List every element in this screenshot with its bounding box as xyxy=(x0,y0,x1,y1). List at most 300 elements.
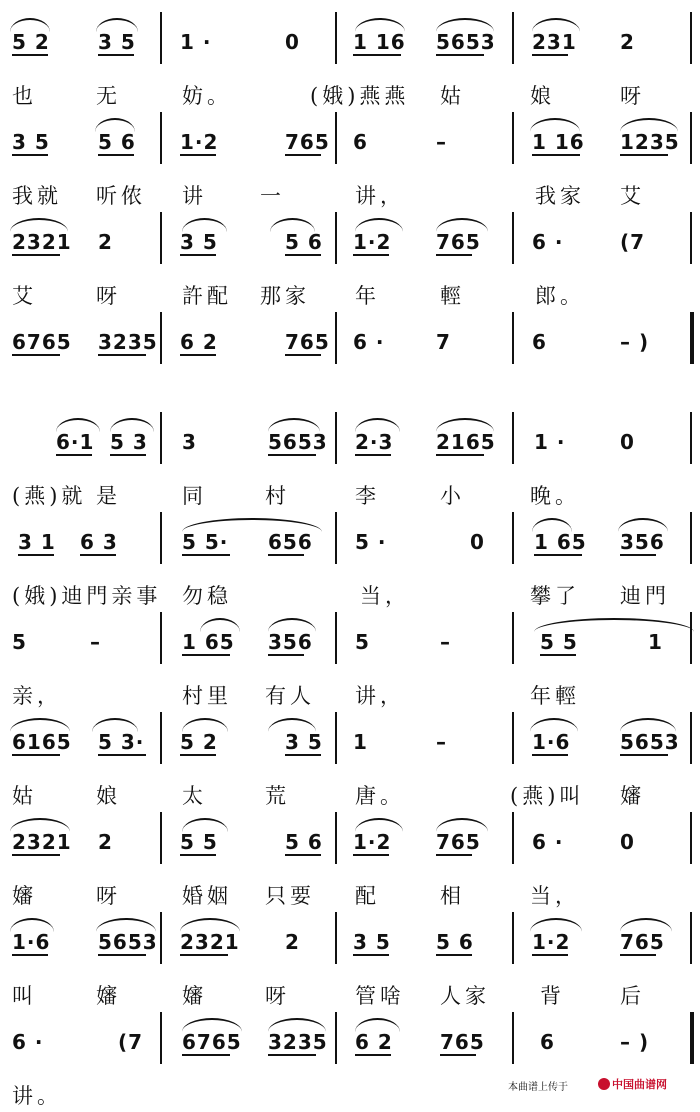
barline xyxy=(160,712,162,764)
slur-arc xyxy=(532,518,572,532)
beam-underline xyxy=(180,854,216,856)
note-group: 3 5 xyxy=(12,130,50,154)
slur-arc xyxy=(268,418,320,432)
note-group: 3235 xyxy=(268,1030,328,1054)
slur-arc xyxy=(10,818,70,832)
slur-arc xyxy=(355,18,405,32)
slur-arc xyxy=(182,818,228,832)
slur-arc xyxy=(436,418,494,432)
note-group: 6·1 xyxy=(56,430,95,454)
beam-underline xyxy=(18,554,54,556)
slur-arc xyxy=(10,18,50,32)
barline xyxy=(160,12,162,64)
barline xyxy=(512,512,514,564)
beam-underline xyxy=(80,554,116,556)
barline xyxy=(335,12,337,64)
lyric: 妨。 xyxy=(182,84,232,108)
note-group: 5 6 xyxy=(98,130,136,154)
note-group: 5653 xyxy=(436,30,496,54)
note-group: 1235 xyxy=(620,130,680,154)
score-line xyxy=(0,812,700,912)
lyric: 管啥 xyxy=(355,984,405,1008)
note-group: 2·3 xyxy=(355,430,394,454)
note-group: – xyxy=(436,730,447,754)
lyric: 李 xyxy=(355,484,380,508)
beam-underline xyxy=(532,154,580,156)
note-group: (7 xyxy=(620,230,646,254)
beam-underline xyxy=(98,154,134,156)
note-group: 5 · xyxy=(355,530,387,554)
note-group: 6165 xyxy=(12,730,72,754)
beam-underline xyxy=(285,754,321,756)
slur-arc xyxy=(620,918,672,932)
lyric: 嬸 xyxy=(12,884,37,908)
score-line xyxy=(0,712,700,812)
barline xyxy=(512,112,514,164)
lyric: 讲， xyxy=(355,184,405,208)
lyric: 相 xyxy=(440,884,465,908)
slur-arc xyxy=(96,918,156,932)
lyric: 婚姻 xyxy=(182,884,232,908)
lyric: 呀 xyxy=(265,984,290,1008)
lyric: 我家 xyxy=(535,184,585,208)
beam-underline xyxy=(353,54,401,56)
slur-arc xyxy=(534,618,694,632)
barline xyxy=(160,312,162,364)
slur-arc xyxy=(620,118,678,132)
lyric: 姑 xyxy=(12,784,37,808)
lyric: 我就 xyxy=(12,184,62,208)
lyric: (燕)就 xyxy=(12,484,87,508)
beam-underline xyxy=(182,554,230,556)
lyric: 同 xyxy=(182,484,207,508)
barline xyxy=(690,812,692,864)
slur-arc xyxy=(268,1018,326,1032)
note-group: 765 xyxy=(436,830,481,854)
beam-underline xyxy=(98,54,134,56)
note-group: – ) xyxy=(620,330,650,354)
upload-note: 本曲谱上传于 xyxy=(508,1082,568,1093)
slur-arc xyxy=(110,418,154,432)
note-group: 1·2 xyxy=(180,130,219,154)
barline xyxy=(512,412,514,464)
barline xyxy=(512,212,514,264)
note-group: 656 xyxy=(268,530,313,554)
barline xyxy=(512,712,514,764)
lyric: 姑 xyxy=(440,84,465,108)
barline xyxy=(160,812,162,864)
barline xyxy=(690,312,694,364)
beam-underline xyxy=(440,1054,476,1056)
note-group: 5 6 xyxy=(285,230,323,254)
barline xyxy=(335,412,337,464)
slur-arc xyxy=(182,1018,242,1032)
score-line xyxy=(0,512,700,612)
note-group: 5 3· xyxy=(98,730,145,754)
note-group: 5 5· xyxy=(182,530,229,554)
note-group: 1 65 xyxy=(182,630,235,654)
note-group: 6 · xyxy=(12,1030,44,1054)
slur-arc xyxy=(182,518,322,532)
note-group: 3 xyxy=(182,430,197,454)
beam-underline xyxy=(285,254,321,256)
slur-arc xyxy=(200,618,240,632)
note-group: 6 2 xyxy=(180,330,218,354)
note-group: 765 xyxy=(285,130,330,154)
lyric: 讲 xyxy=(182,184,207,208)
note-group: 2321 xyxy=(12,230,72,254)
lyric: 听侬 xyxy=(96,184,146,208)
note-group: 7 xyxy=(436,330,451,354)
note-group: 1·6 xyxy=(532,730,571,754)
note-group: 6 · xyxy=(532,230,564,254)
lyric: 郎。 xyxy=(535,284,585,308)
beam-underline xyxy=(180,754,216,756)
note-group: 1 xyxy=(353,730,368,754)
note-group: 1 16 xyxy=(353,30,406,54)
beam-underline xyxy=(180,354,216,356)
note-group: 2 xyxy=(285,930,300,954)
note-group: 765 xyxy=(440,1030,485,1054)
beam-underline xyxy=(436,854,472,856)
lyric: (娥)燕燕 xyxy=(310,84,410,108)
note-group: 5 6 xyxy=(285,830,323,854)
beam-underline xyxy=(268,454,316,456)
lyric: 讲。 xyxy=(12,1084,62,1108)
lyric: 艾 xyxy=(620,184,645,208)
beam-underline xyxy=(268,554,304,556)
lyric: 当， xyxy=(530,884,580,908)
beam-underline xyxy=(532,54,568,56)
lyric: 嬸 xyxy=(620,784,645,808)
slur-arc xyxy=(355,1018,400,1032)
lyric: 晚。 xyxy=(530,484,580,508)
barline xyxy=(512,912,514,964)
beam-underline xyxy=(98,354,146,356)
slur-arc xyxy=(268,718,316,732)
barline xyxy=(160,1012,162,1064)
lyric: 年輕 xyxy=(530,684,580,708)
lyric: 太 xyxy=(182,784,207,808)
barline xyxy=(335,112,337,164)
slur-arc xyxy=(618,518,668,532)
slur-arc xyxy=(355,218,403,232)
beam-underline xyxy=(110,454,146,456)
lyric: 只要 xyxy=(265,884,315,908)
beam-underline xyxy=(285,354,321,356)
slur-arc xyxy=(96,18,138,32)
lyric: 勿稳 xyxy=(182,584,232,608)
note-group: 6765 xyxy=(12,330,72,354)
lyric: 是 xyxy=(96,484,121,508)
note-group: 765 xyxy=(620,930,665,954)
lyric: 呀 xyxy=(96,884,121,908)
barline xyxy=(335,512,337,564)
beam-underline xyxy=(180,154,216,156)
lyric: 娘 xyxy=(96,784,121,808)
slur-arc xyxy=(355,818,403,832)
note-group: 356 xyxy=(620,530,665,554)
score-line xyxy=(0,12,700,112)
barline xyxy=(335,1012,337,1064)
beam-underline xyxy=(620,954,656,956)
beam-underline xyxy=(620,554,656,556)
slur-arc xyxy=(436,218,488,232)
note-group: 1·2 xyxy=(353,230,392,254)
lyric: (娥)迪門亲事 xyxy=(12,584,162,608)
beam-underline xyxy=(620,154,668,156)
slur-arc xyxy=(436,818,488,832)
score-line xyxy=(0,112,700,212)
barline xyxy=(512,612,514,664)
lyric: 迪門 xyxy=(620,584,670,608)
slur-arc xyxy=(95,118,135,132)
score-line xyxy=(0,912,700,1012)
barline xyxy=(690,212,692,264)
note-group: 5 5 xyxy=(540,630,578,654)
slur-arc xyxy=(92,718,138,732)
lyric: 那家 xyxy=(260,284,310,308)
barline xyxy=(335,812,337,864)
note-group: 5 3 xyxy=(110,430,148,454)
note-group: 0 xyxy=(620,430,635,454)
note-group: 765 xyxy=(285,330,330,354)
barline xyxy=(690,1012,694,1064)
slur-arc xyxy=(530,918,582,932)
note-group: 2165 xyxy=(436,430,496,454)
lyric: 人家 xyxy=(440,984,490,1008)
lyric: 当， xyxy=(360,584,410,608)
barline xyxy=(160,612,162,664)
barline xyxy=(335,612,337,664)
note-group: 6 2 xyxy=(355,1030,393,1054)
lyric: 一 xyxy=(260,184,285,208)
barline xyxy=(690,112,692,164)
score-line xyxy=(0,212,700,312)
beam-underline xyxy=(540,654,576,656)
beam-underline xyxy=(268,1054,316,1056)
beam-underline xyxy=(353,954,389,956)
note-group: 5 6 xyxy=(436,930,474,954)
beam-underline xyxy=(12,254,60,256)
lyric: 叫 xyxy=(12,984,37,1008)
note-group: – xyxy=(436,130,447,154)
note-group: 1·6 xyxy=(12,930,51,954)
slur-arc xyxy=(182,718,228,732)
note-group: 1·2 xyxy=(353,830,392,854)
note-group: 2321 xyxy=(12,830,72,854)
note-group: 5653 xyxy=(620,730,680,754)
note-group: 6765 xyxy=(182,1030,242,1054)
note-group: 6 · xyxy=(353,330,385,354)
note-group: 1 · xyxy=(534,430,566,454)
note-group: (7 xyxy=(118,1030,144,1054)
barline xyxy=(690,912,692,964)
lyric: 嬸 xyxy=(96,984,121,1008)
site-name: 中国曲谱网 xyxy=(612,1078,667,1091)
barline xyxy=(335,912,337,964)
barline xyxy=(160,912,162,964)
barline xyxy=(335,212,337,264)
lyric: 村里 xyxy=(182,684,232,708)
note-group: 231 xyxy=(532,30,577,54)
note-group: 0 xyxy=(470,530,485,554)
slur-arc xyxy=(56,418,100,432)
beam-underline xyxy=(534,554,582,556)
beam-underline xyxy=(436,54,484,56)
beam-underline xyxy=(180,954,228,956)
barline xyxy=(690,512,692,564)
note-group: 3 5 xyxy=(285,730,323,754)
note-group: 5653 xyxy=(268,430,328,454)
note-group: 356 xyxy=(268,630,313,654)
barline xyxy=(512,812,514,864)
barline xyxy=(690,712,692,764)
note-group: 3 5 xyxy=(98,30,136,54)
beam-underline xyxy=(56,454,92,456)
note-group: 1 xyxy=(648,630,663,654)
beam-underline xyxy=(182,654,230,656)
lyric: 呀 xyxy=(620,84,645,108)
note-group: 1 65 xyxy=(534,530,587,554)
note-group: 2321 xyxy=(180,930,240,954)
lyric: (燕)叫 xyxy=(510,784,585,808)
beam-underline xyxy=(532,754,568,756)
beam-underline xyxy=(12,754,60,756)
barline xyxy=(160,112,162,164)
note-group: 3235 xyxy=(98,330,158,354)
note-group: 6 xyxy=(532,330,547,354)
note-group: 2 xyxy=(98,230,113,254)
note-group: 5 xyxy=(355,630,370,654)
lyric: 娘 xyxy=(530,84,555,108)
beam-underline xyxy=(436,954,472,956)
slur-arc xyxy=(620,718,676,732)
lyric: 小 xyxy=(440,484,465,508)
slur-arc xyxy=(182,218,227,232)
beam-underline xyxy=(436,254,472,256)
barline xyxy=(690,12,692,64)
slur-arc xyxy=(530,718,578,732)
note-group: 6 3 xyxy=(80,530,118,554)
beam-underline xyxy=(285,854,321,856)
lyric: 唐。 xyxy=(355,784,405,808)
beam-underline xyxy=(12,954,48,956)
beam-underline xyxy=(12,54,48,56)
lyric: 亲， xyxy=(12,684,62,708)
slur-arc xyxy=(10,918,54,932)
note-group: – ) xyxy=(620,1030,650,1054)
lyric: 村 xyxy=(265,484,290,508)
lyric: 許配 xyxy=(182,284,232,308)
lyric: 有人 xyxy=(265,684,315,708)
slur-arc xyxy=(530,118,580,132)
lyric: 年 xyxy=(355,284,380,308)
beam-underline xyxy=(353,254,389,256)
beam-underline xyxy=(12,354,60,356)
slur-arc xyxy=(180,918,240,932)
barline xyxy=(512,12,514,64)
note-group: 1 · xyxy=(180,30,212,54)
beam-underline xyxy=(12,854,60,856)
note-group: 1 16 xyxy=(532,130,585,154)
beam-underline xyxy=(355,454,391,456)
note-group: 2 xyxy=(620,30,635,54)
beam-underline xyxy=(285,154,321,156)
note-group: 3 5 xyxy=(180,230,218,254)
note-group: 5 2 xyxy=(180,730,218,754)
score-line xyxy=(0,412,700,512)
logo-icon xyxy=(598,1078,610,1090)
score-line xyxy=(0,612,700,712)
slur-arc xyxy=(532,18,580,32)
lyric: 无 xyxy=(96,84,121,108)
slur-arc xyxy=(10,718,70,732)
beam-underline xyxy=(620,754,668,756)
barline xyxy=(160,412,162,464)
note-group: 5 xyxy=(12,630,27,654)
barline xyxy=(690,412,692,464)
slur-arc xyxy=(436,18,494,32)
beam-underline xyxy=(182,1054,230,1056)
note-group: 5 5 xyxy=(180,830,218,854)
beam-underline xyxy=(12,154,48,156)
note-group: – xyxy=(440,630,451,654)
beam-underline xyxy=(98,754,146,756)
barline xyxy=(690,612,692,664)
lyric: 讲， xyxy=(355,684,405,708)
note-group: 6 · xyxy=(532,830,564,854)
barline xyxy=(160,212,162,264)
note-group: 2 xyxy=(98,830,113,854)
slur-arc xyxy=(268,618,316,632)
lyric: 荒 xyxy=(265,784,290,808)
lyric: 艾 xyxy=(12,284,37,308)
lyric: 配 xyxy=(355,884,380,908)
slur-arc xyxy=(355,418,400,432)
note-group: – xyxy=(90,630,101,654)
beam-underline xyxy=(98,954,146,956)
lyric: 呀 xyxy=(96,284,121,308)
barline xyxy=(512,1012,514,1064)
score-line xyxy=(0,312,700,412)
lyric: 后 xyxy=(620,984,645,1008)
note-group: 5 2 xyxy=(12,30,50,54)
barline xyxy=(335,312,337,364)
beam-underline xyxy=(355,1054,391,1056)
beam-underline xyxy=(436,454,484,456)
note-group: 3 1 xyxy=(18,530,56,554)
site-logo xyxy=(598,1076,667,1092)
lyric: 攀了 xyxy=(530,584,580,608)
beam-underline xyxy=(353,854,389,856)
note-group: 3 5 xyxy=(353,930,391,954)
barline xyxy=(160,512,162,564)
beam-underline xyxy=(180,254,216,256)
note-group: 6 xyxy=(353,130,368,154)
note-group: 5653 xyxy=(98,930,158,954)
note-group: 765 xyxy=(436,230,481,254)
beam-underline xyxy=(268,654,304,656)
barline xyxy=(512,312,514,364)
slur-arc xyxy=(10,218,68,232)
barline xyxy=(335,712,337,764)
lyric: 輕 xyxy=(440,284,465,308)
lyric: 嬸 xyxy=(182,984,207,1008)
note-group: 1·2 xyxy=(532,930,571,954)
lyric: 背 xyxy=(540,984,565,1008)
note-group: 0 xyxy=(620,830,635,854)
